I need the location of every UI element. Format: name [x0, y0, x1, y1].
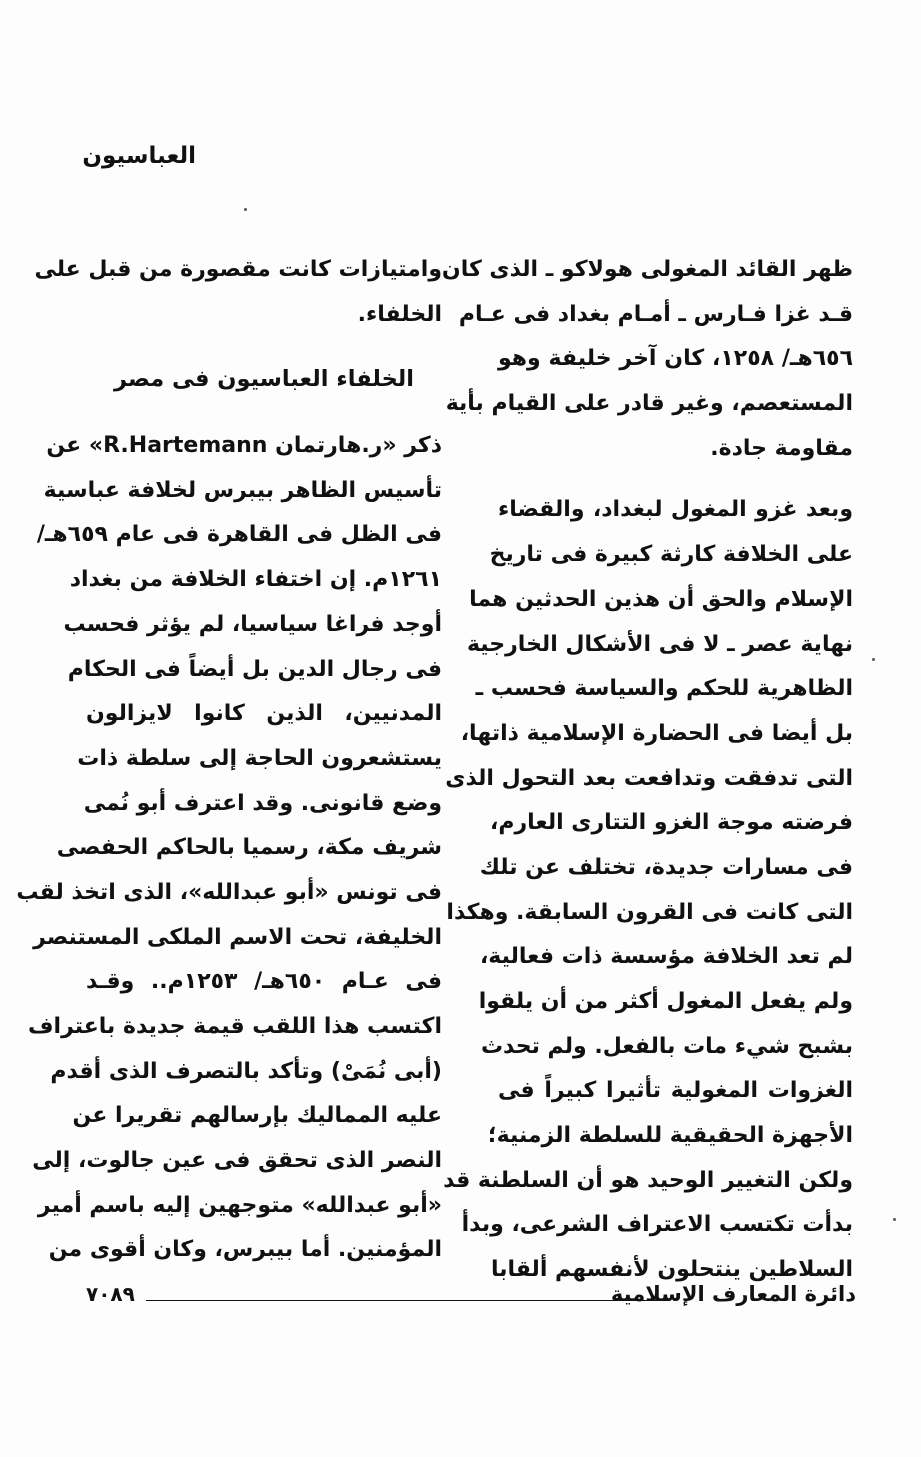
text-line: الغزوات المغولية تأثيرا كبيراً فى — [498, 1078, 853, 1104]
text-line: فى الظل فى القاهرة فى عام ٦٥٩هـ/ — [36, 522, 442, 548]
text-line: فرضته موجة الغزو التتارى العارم، — [490, 810, 853, 836]
text-line: المدنيين، الذين كانوا لايزالون — [86, 701, 442, 727]
text-line: الأجهزة الحقيقية للسلطة الزمنية؛ — [487, 1123, 853, 1149]
text-line: يستشعرون الحاجة إلى سلطة ذات — [77, 745, 442, 771]
text-line: ذكر «ر.هارتمان R.Hartemann» عن — [46, 433, 442, 459]
text-line: نهاية عصر ـ لا فى الأشكال الخارجية — [466, 631, 853, 657]
scan-speck — [244, 208, 247, 211]
text-line: وبعد غزو المغول لبغداد، والقضاء — [498, 497, 853, 523]
left-section-body — [16, 424, 443, 1273]
text-line: فى تونس «أبو عبدالله»، الذى اتخذ لقب — [16, 879, 442, 905]
text-line: الإسلام والحق أن هذين الحدثين هما — [469, 586, 853, 612]
text-line: النصر الذى تحقق فى عين جالوت، إلى — [32, 1148, 442, 1174]
text-line: فى مسارات جديدة، تختلف عن تلك — [479, 854, 853, 880]
text-line: عليه المماليك بإرسالهم تقريرا عن — [72, 1103, 442, 1129]
text-line: قـد غزا فـارس ـ أمـام بغداد فى عـام — [458, 301, 853, 327]
text-line: «أبو عبدالله» متوجهين إليه باسم أمير — [37, 1192, 442, 1218]
text-line: الظاهرية للحكم والسياسة فحسب ـ — [475, 676, 853, 702]
text-line: فى عـام ٦٥٠هـ/ ١٢٥٣م.. وقـد — [86, 969, 443, 995]
text-line: (أبى نُمَىْ) وتأكد بالتصرف الذى أقدم — [50, 1058, 442, 1084]
text-line: التى كانت فى القرون السابقة. وهكذا — [446, 899, 853, 925]
scan-speck — [893, 1218, 896, 1221]
left-intro — [34, 248, 442, 337]
text-line: لم تعد الخلافة مؤسسة ذات فعالية، — [479, 944, 853, 970]
text-line: شريف مكة، رسميا بالحاكم الحفصى — [56, 835, 442, 861]
text-line: فى رجال الدين بل أيضاً فى الحكام — [67, 656, 442, 682]
text-line: ولكن التغيير الوحيد هو أن السلطنة قد — [443, 1167, 853, 1193]
paragraph-gap — [498, 471, 853, 488]
text-line: أوجد فراغا سياسيا، لم يؤثر فحسب — [63, 611, 442, 637]
text-line: الخلفاء. — [357, 301, 442, 327]
left-column — [16, 248, 443, 1273]
text-line: ولم يفعل المغول أكثر من أن يلقوا — [478, 989, 853, 1014]
footer-rule — [146, 1300, 668, 1301]
text-line: التى تدفقت وتدافعت بعد التحول الذى — [445, 765, 853, 791]
text-line: المستعصم، وغير قادر على القيام بأية — [445, 391, 853, 417]
text-line: ٦٥٦هـ/ ١٢٥٨، كان آخر خليفة وهو — [498, 346, 854, 372]
running-head: العباسيون — [82, 143, 196, 169]
text-line: اكتسب هذا اللقب قيمة جديدة باعتراف — [27, 1014, 442, 1039]
text-line: السلاطين ينتحلون لأنفسهم ألقابا — [490, 1257, 853, 1283]
text-line: مقاومة جادة. — [710, 435, 853, 461]
text-line: بل أيضا فى الحضارة الإسلامية ذاتها، — [460, 720, 853, 746]
text-line: بدأت تكتسب الاعتراف الشرعى، وبدأ — [461, 1212, 853, 1238]
section-heading: الخلفاء العباسيون فى مصر — [114, 366, 414, 393]
scan-speck — [872, 658, 875, 661]
footer-title: دائرة المعارف الإسلامية — [610, 1282, 856, 1306]
text-line: ظهر القائد المغولى هولاكو ـ الذى كان — [441, 257, 853, 282]
text-line: بشبح شيء مات بالفعل. ولم تحدث — [480, 1033, 853, 1059]
page-number: ٧٠٨٩ — [86, 1282, 135, 1306]
right-paragraph-2 — [443, 488, 853, 1292]
text-line: وامتيازات كانت مقصورة من قبل على — [34, 257, 442, 282]
text-line: المؤمنين. أما بيبرس، وكان أقوى من — [48, 1237, 442, 1263]
text-line: ١٢٦١م. إن اختفاء الخلافة من بغداد — [69, 567, 442, 593]
text-line: الخليفة، تحت الاسم الملكى المستنصر — [33, 924, 442, 950]
right-column — [441, 248, 854, 1293]
text-line: على الخلافة كارثة كبيرة فى تاريخ — [489, 542, 853, 568]
page-footer — [86, 1282, 856, 1312]
text-line: وضع قانونى. وقد اعترف أبو نُمى — [83, 790, 442, 816]
text-line: تأسيس الظاهر بيبرس لخلافة عباسية — [43, 477, 442, 503]
right-paragraph-1 — [441, 248, 854, 471]
